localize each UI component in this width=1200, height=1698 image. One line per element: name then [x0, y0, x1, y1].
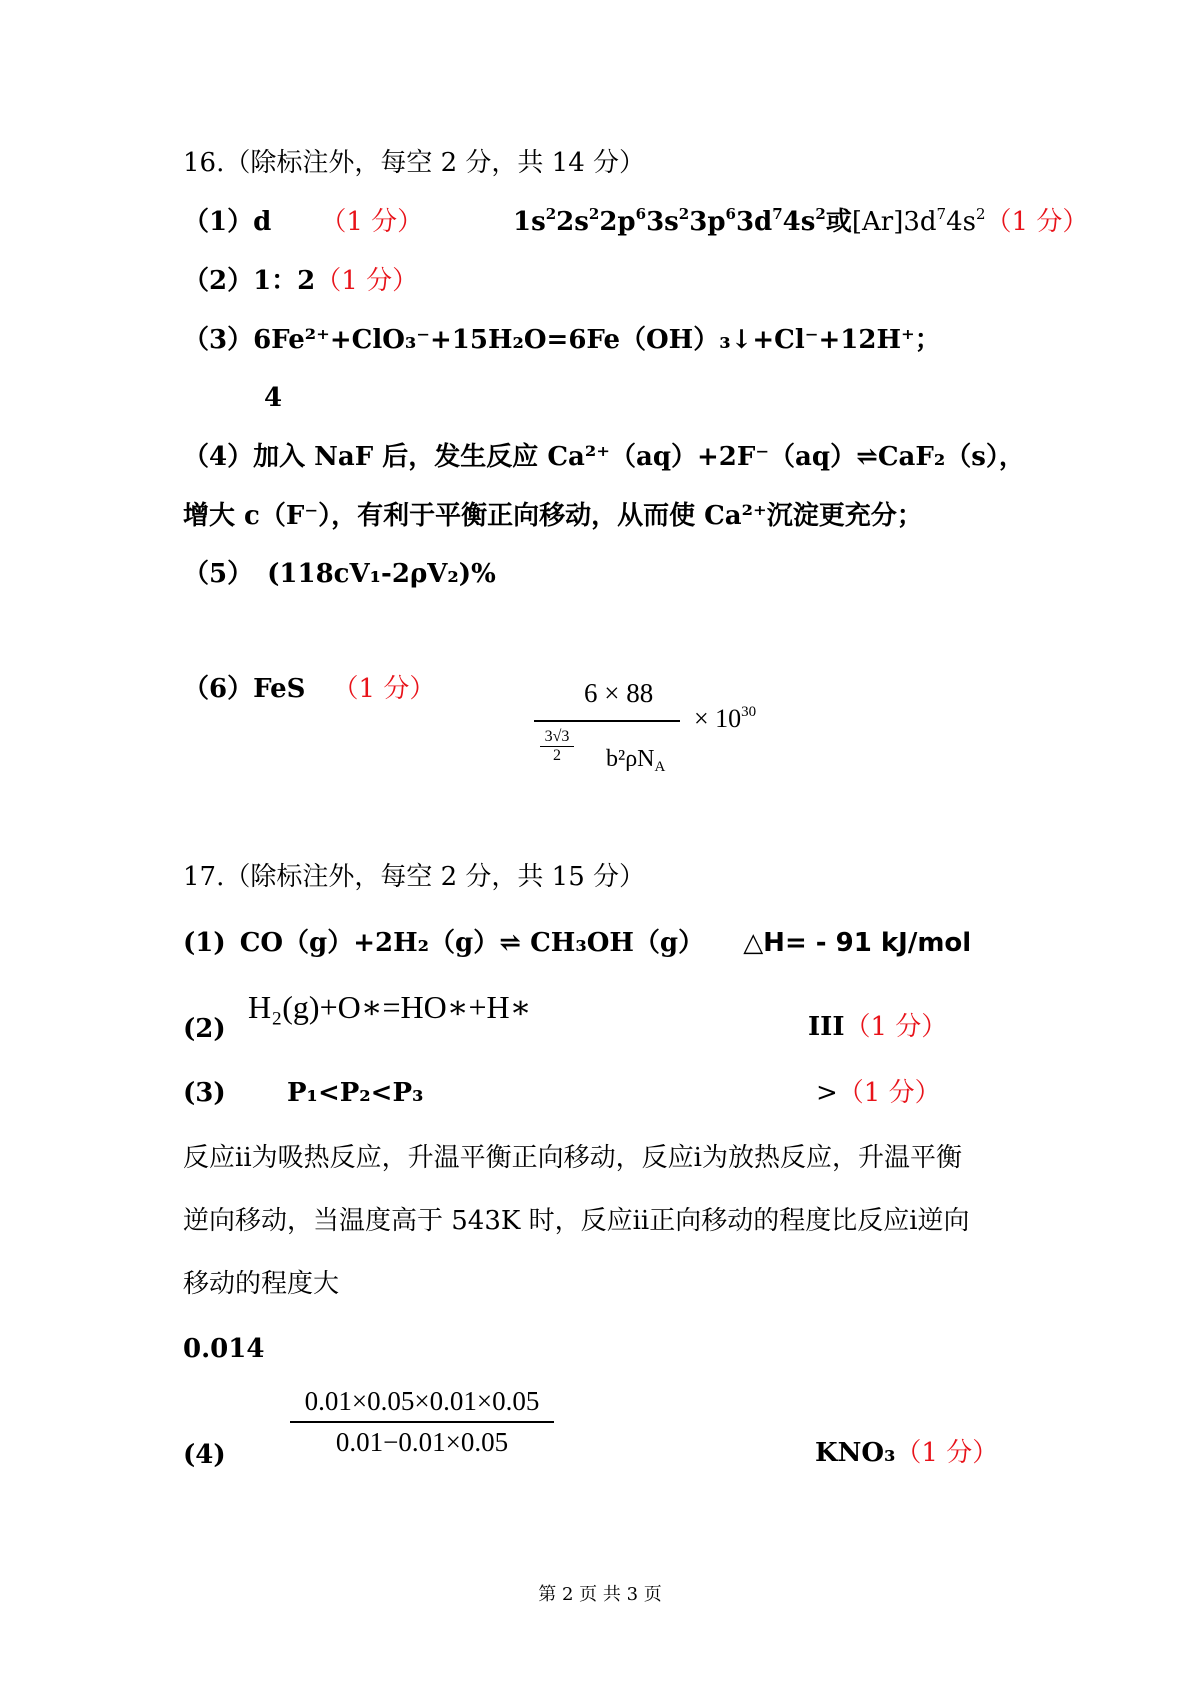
q16-1-label: （1） — [183, 207, 254, 237]
q17-1-enthalpy: △H= - 91 kJ/mol — [743, 928, 972, 958]
q17-1-equation: CO（g）+2H₂（g）⇌ CH₃OH（g） — [239, 928, 705, 958]
q16-header: 16.（除标注外，每空 2 分，共 14 分） — [183, 148, 646, 178]
q16-answer-1 — [183, 205, 1089, 239]
q16-1-electron-config: $1s^22s^22p^63s^23p^63d^74s^2$或$[Ar]3d^74s^2(1$ 分） — [513, 205, 1089, 237]
q17-3-value: 0.014 — [183, 1334, 265, 1364]
q16-answer-4-line1: （4）加入 NaF 后，发生反应 Ca²⁺（aq）+2F⁻（aq）⇌CaF₂（s）， — [183, 442, 1025, 472]
q16-6-mark: （1 分） — [332, 674, 436, 704]
q17-2-mark: （1 分） — [844, 1012, 948, 1042]
q17-2-equation: H₂(g)+O∗=HO∗+H∗ — [248, 989, 532, 1025]
q17-answer-3-label: (3) — [183, 1078, 226, 1108]
answer-page: 16.（除标注外，每空 2 分，共 14 分） （1）d （1 分） $1s^22s^22p^63s^23p^63d^74s^2$或$[Ar]3d^74s^2(1$ 分） （2）1：2（1 分） （3）6Fe²⁺+ClO₃⁻+15H₂O=6Fe（OH）₃↓+Cl⁻+12H⁺； 4 （4）加入 NaF 后，发生反应 Ca²⁺（aq）+2F⁻（aq）⇌CaF₂（s）， 增大 c（F⁻），有利于平衡正向移动，从而使 Ca²⁺沉淀更充分； （5） (118cV₁-2ρV₂)% （6）FeS （1 分） 6 × 88 3√3 2 $b^2\rho N_A$ × $10^{30}$ 17.（除标注外，每空 2 分，共 15 分） (1) CO（g）+2H₂（g）⇌ CH₃OH（g） △H= - 91 kJ/mol (2) H₂(g)+O∗=HO∗+H∗ III（1 分） (3) P₁<P₂<P₃ >（1 分） 反应ii为吸热反应，升温平衡正向移动，反应i为放热反应，升温平衡 逆向移动，当温度高于 543K 时，反应ii正向移动的程度比反应i逆向 移动的程度大 0.014 (4) 0.01×0.05×0.01×0.05 0.01−0.01×0.05 KNO₃（1 分） 第 2 页 共 3 页 — [0, 0, 1200, 1698]
q17-3-explanation-2: 逆向移动，当温度高于 543K 时，反应ii正向移动的程度比反应i逆向 — [183, 1206, 970, 1236]
q17-header: 17.（除标注外，每空 2 分，共 15 分） — [183, 862, 646, 892]
q17-2-answer: III（1 分） — [808, 1012, 948, 1042]
q16-2-mark: （1 分） — [315, 266, 419, 296]
q16-1-mark: （1 分） — [320, 207, 424, 237]
q17-3-mark: （1 分） — [837, 1078, 941, 1108]
q17-answer-2-label: (2) — [183, 1014, 226, 1044]
page-footer: 第 2 页 共 3 页 — [538, 1584, 662, 1605]
q16-answer-6: （6）FeS （1 分） — [183, 674, 436, 704]
q16-answer-4-line2: 增大 c（F⁻），有利于平衡正向移动，从而使 Ca²⁺沉淀更充分； — [183, 501, 923, 531]
q17-3-answer2: >（1 分） — [816, 1078, 941, 1108]
q16-answer-3: （3）6Fe²⁺+ClO₃⁻+15H₂O=6Fe（OH）₃↓+Cl⁻+12H⁺； — [183, 325, 941, 355]
q17-answer-4-label: (4) — [183, 1440, 226, 1470]
q16-answer-5: （5） (118cV₁-2ρV₂)% — [183, 559, 496, 589]
q16-1-answer: d — [253, 207, 272, 237]
q17-4-answer: KNO₃（1 分） — [815, 1438, 999, 1468]
q17-3-answer: P₁<P₂<P₃ — [287, 1078, 424, 1108]
q17-4-expression: 0.01×0.05×0.01×0.05 0.01−0.01×0.05 — [290, 1386, 554, 1458]
q17-4-mark: （1 分） — [895, 1438, 999, 1468]
q17-3-explanation-3: 移动的程度大 — [183, 1269, 340, 1299]
q16-1-mark2: （1 分） — [985, 207, 1089, 237]
q16-3-answer2: 4 — [264, 383, 283, 413]
q17-3-explanation-1: 反应ii为吸热反应，升温平衡正向移动，反应i为放热反应，升温平衡 — [183, 1143, 962, 1173]
q17-answer-1: (1) CO（g）+2H₂（g）⇌ CH₃OH（g） △H= - 91 kJ/mol — [183, 928, 972, 958]
q16-answer-2: （2）1：2（1 分） — [183, 266, 419, 296]
q16-3-equation: 6Fe²⁺+ClO₃⁻+15H₂O=6Fe（OH）₃↓+Cl⁻+12H⁺； — [253, 325, 941, 355]
